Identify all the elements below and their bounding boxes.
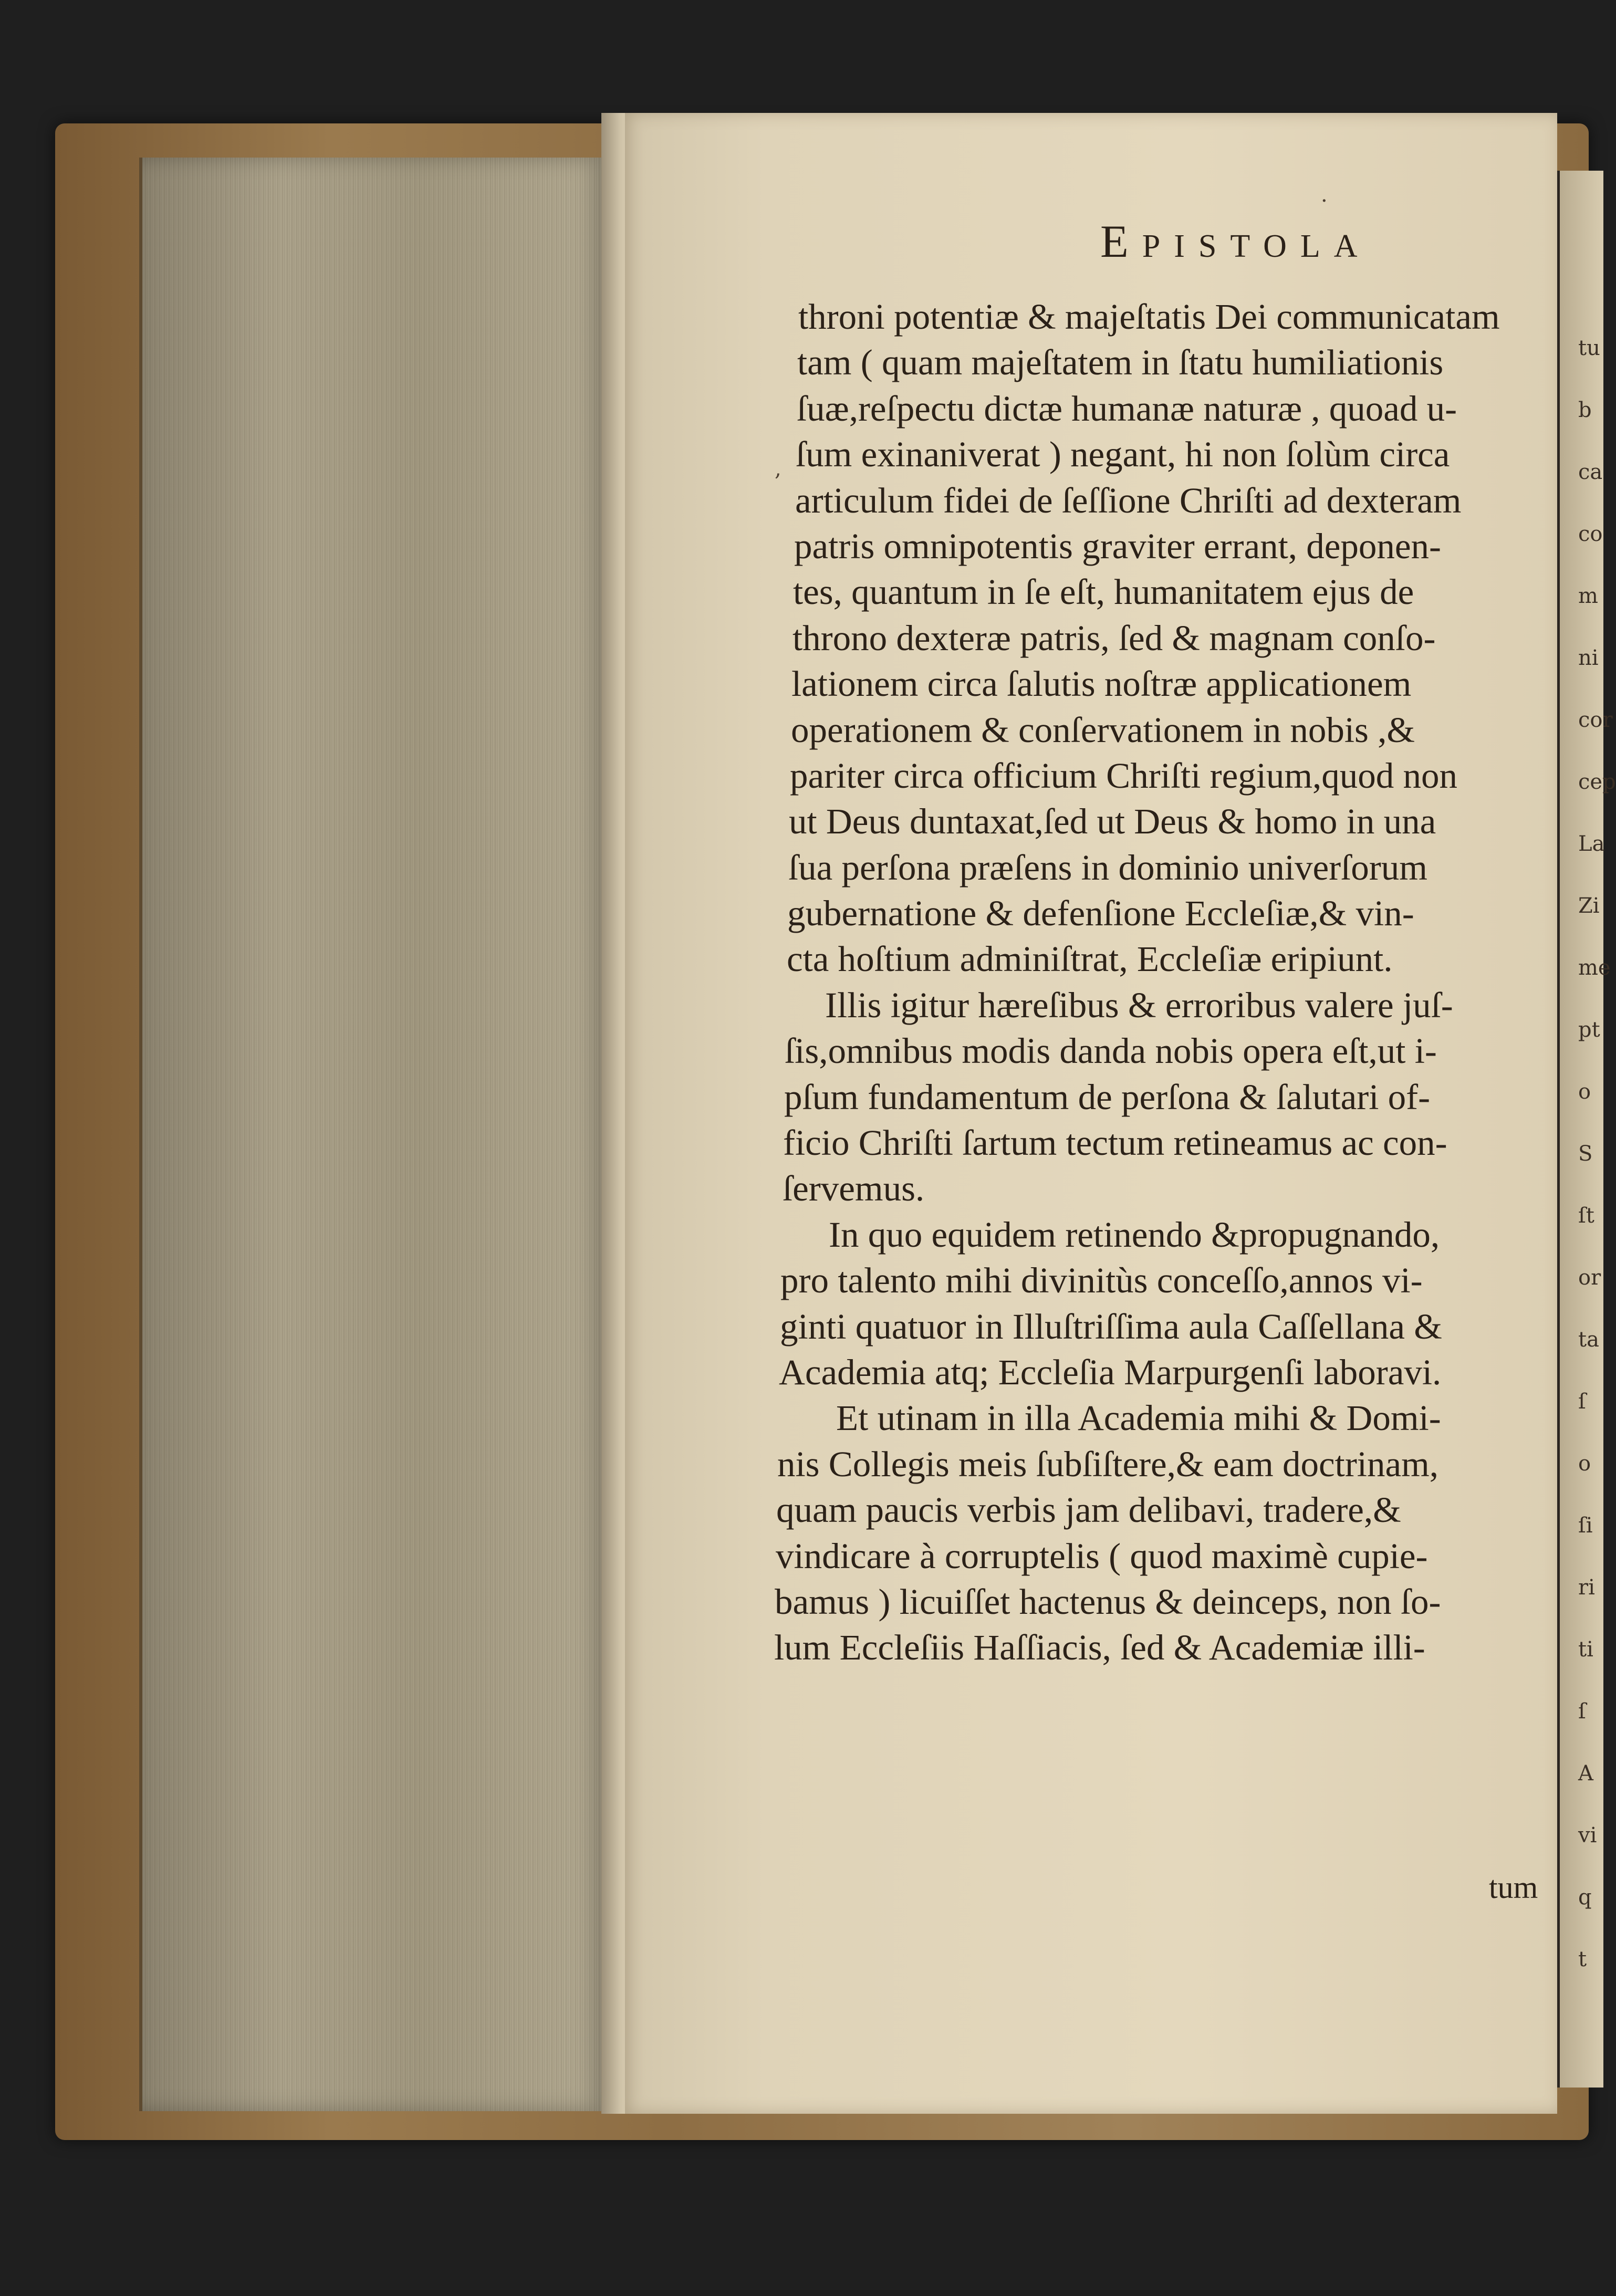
next-page-fragment: A xyxy=(1578,1761,1593,1786)
text-line: ginti quatuor in Illuſtriſſima aula Caſſellana & xyxy=(780,1306,1442,1347)
text-line: Illis igitur hæreſibus & erroribus valere juſ- xyxy=(825,985,1453,1025)
text-line: pro talento mihi divinitùs conceſſo,annos vi- xyxy=(780,1260,1423,1301)
text-line: tes, quantum in ſe eſt, humanitatem ejus de xyxy=(793,572,1414,612)
text-line: lationem circa ſalutis noſtræ applicationem xyxy=(791,664,1412,704)
text-line: throno dexteræ patris, ſed & magnam conſo- xyxy=(793,618,1436,658)
next-page-fragment: or xyxy=(1578,1266,1601,1290)
text-line: ſervemus. xyxy=(783,1168,925,1209)
text-line: ſum exinaniverat ) negant, hi non ſolùm circa xyxy=(796,434,1450,475)
next-page-fragment: m xyxy=(1578,584,1598,608)
text-line: ut Deus duntaxat,ſed ut Deus & homo in una xyxy=(789,801,1436,842)
text-line: Academia atq; Eccleſia Marpurgenſi laboravi. xyxy=(779,1352,1442,1392)
next-page-fragment: ſt xyxy=(1578,1204,1594,1228)
next-page-fragment: o xyxy=(1578,1452,1591,1476)
next-page-fragment: ſ xyxy=(1578,1390,1586,1414)
running-head: Epistola xyxy=(1100,216,1371,267)
next-page-fragment: ſ xyxy=(1578,1699,1586,1724)
ink-mark: , xyxy=(775,457,781,481)
next-page-edge xyxy=(1557,171,1603,2088)
text-line: articulum fidei de ſeſſione Chriſti ad dexteram xyxy=(795,480,1462,520)
text-line: pariter circa officium Chriſti regium,quod non xyxy=(790,755,1458,796)
text-line: In quo equidem retinendo &propugnando, xyxy=(829,1214,1440,1255)
text-line: throni potentiæ & majeſtatis Dei communicatam xyxy=(798,297,1500,337)
next-page-fragment: cor xyxy=(1578,708,1613,732)
next-page-fragment: o xyxy=(1578,1080,1591,1104)
next-page-fragment: cep xyxy=(1578,770,1616,794)
next-page-fragment: me xyxy=(1578,956,1611,980)
next-page-fragment: ti xyxy=(1578,1637,1593,1662)
next-page-fragment: q xyxy=(1578,1885,1592,1909)
text-line: vindicare à corruptelis ( quod maximè cupie- xyxy=(776,1536,1428,1576)
text-line: operationem & conſervationem in nobis ,& xyxy=(791,709,1415,750)
next-page-fragment: vi xyxy=(1578,1823,1597,1848)
next-page-fragment: ta xyxy=(1578,1328,1599,1352)
next-page-fragment: t xyxy=(1578,1947,1587,1971)
page-text xyxy=(774,294,1555,1671)
text-line: Et utinam in illa Academia mihi & Domi- xyxy=(836,1398,1441,1438)
next-page-fragment: tu xyxy=(1578,336,1600,360)
text-line: ſis,omnibus modis danda nobis opera eſt,ut i- xyxy=(785,1031,1437,1071)
next-page-fragment: ni xyxy=(1578,646,1599,670)
next-page-fragment: ca xyxy=(1578,460,1603,484)
text-line: ſua perſona præſens in dominio univerſorum xyxy=(788,847,1427,888)
text-line: bamus ) licuiſſet hactenus & deinceps, non ſo- xyxy=(775,1581,1441,1622)
catchword: tum xyxy=(1489,1870,1538,1905)
next-page-fragment: pt xyxy=(1578,1018,1600,1042)
text-line: tam ( quam majeſtatem in ſtatu humiliationis xyxy=(797,342,1444,383)
next-page-fragment: La xyxy=(1578,832,1605,856)
page-block-fore-edge xyxy=(139,158,604,2111)
text-line: nis Collegis meis ſubſiſtere,& eam doctrinam, xyxy=(777,1444,1439,1484)
text-line: lum Eccleſiis Haſſiacis, ſed & Academiæ illi- xyxy=(774,1627,1425,1668)
next-page-fragment: Zi xyxy=(1578,894,1600,918)
next-page-fragment: ſi xyxy=(1578,1514,1593,1538)
text-line: gubernatione & defenſione Eccleſiæ,& vin- xyxy=(787,893,1414,934)
text-line: ficio Chriſti ſartum tectum retineamus ac con- xyxy=(783,1123,1447,1163)
text-line: pſum fundamentum de perſona & ſalutari of- xyxy=(784,1077,1431,1117)
text-line: quam paucis verbis jam delibavi, tradere,& xyxy=(776,1490,1401,1530)
next-page-fragment: b xyxy=(1578,398,1592,422)
next-page-fragment: co xyxy=(1578,522,1603,546)
text-line: patris omnipotentis graviter errant, deponen- xyxy=(794,526,1442,566)
text-line: ſuæ,reſpectu dictæ humanæ naturæ , quoad u- xyxy=(797,388,1457,429)
ink-mark: · xyxy=(1321,189,1328,213)
text-line: cta hoſtium adminiſtrat, Eccleſiæ eripiunt. xyxy=(787,939,1393,979)
next-page-fragment: ri xyxy=(1578,1575,1595,1600)
next-page-fragment: S xyxy=(1578,1142,1593,1166)
